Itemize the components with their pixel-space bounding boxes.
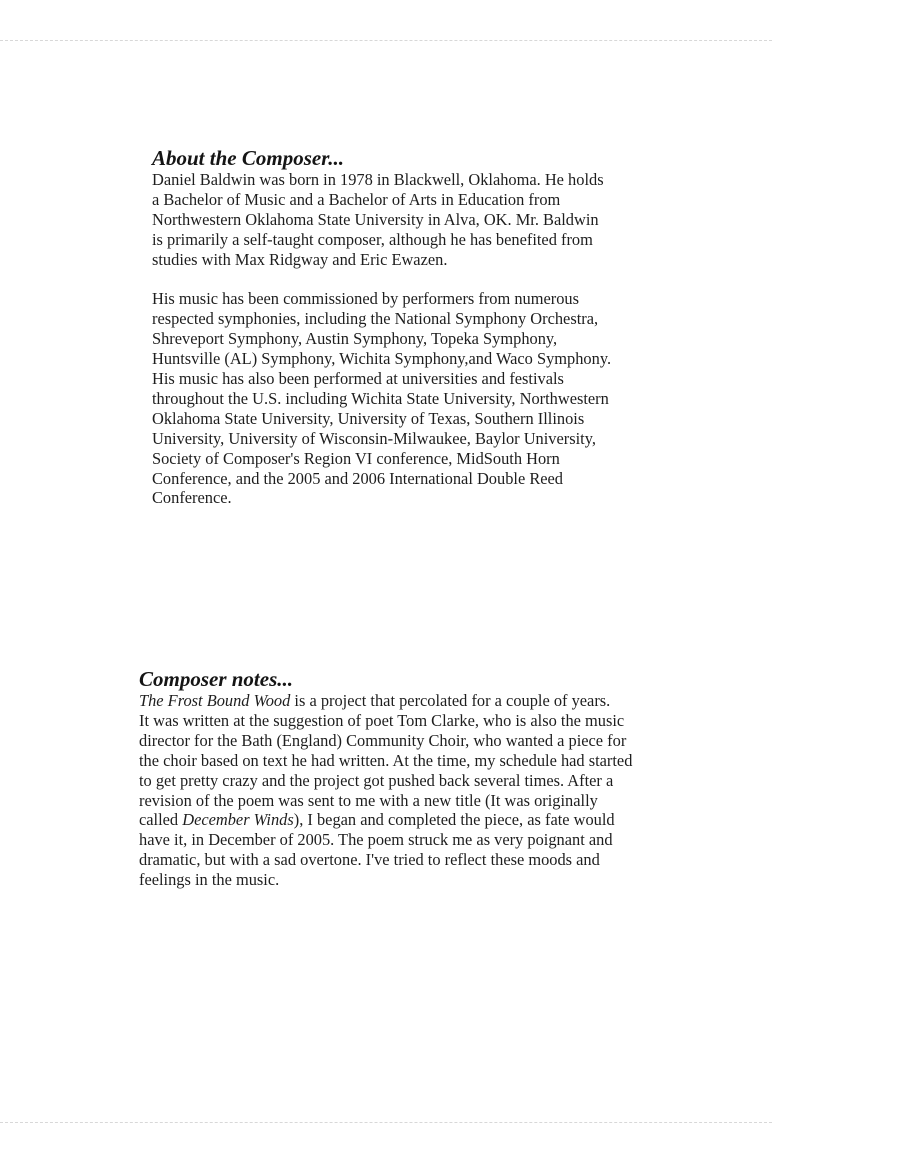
text-line: Northwestern Oklahoma State University in Alva, OK. Mr. Baldwin <box>152 209 599 229</box>
about-composer-section <box>152 146 772 508</box>
text-line: Daniel Baldwin was born in 1978 in Blackwell, Oklahoma. He holds <box>152 170 604 189</box>
text-fragment: ), I began and completed the piece, as fate would <box>293 810 615 830</box>
text-line <box>139 691 779 711</box>
text-line: studies with Max Ridgway and Eric Ewazen. <box>152 249 448 269</box>
text-line: a Bachelor of Music and a Bachelor of Arts in Education from <box>152 189 561 209</box>
text-line: respected symphonies, including the National Symphony Orchestra, <box>152 309 599 329</box>
text-line: Conference. <box>152 488 232 508</box>
page-top-edge <box>0 40 772 41</box>
about-paragraph-2 <box>152 289 772 508</box>
text-line: revision of the poem was sent to me with a new title (It was originally <box>139 790 598 810</box>
text-line: University, University of Wisconsin-Milwaukee, Baylor University, <box>152 428 596 448</box>
original-title: December Winds <box>182 810 294 830</box>
text-line: Oklahoma State University, University of Texas, Southern Illinois <box>152 408 585 428</box>
text-fragment: called <box>139 810 183 830</box>
text-line: throughout the U.S. including Wichita State University, Northwestern <box>152 388 609 408</box>
text-line: dramatic, but with a sad overtone. I've tried to reflect these moods and <box>139 850 600 870</box>
about-paragraph-1 <box>152 170 772 270</box>
text-line: have it, in December of 2005. The poem struck me as very poignant and <box>139 830 613 850</box>
text-line <box>139 810 779 830</box>
text-line: Shreveport Symphony, Austin Symphony, Topeka Symphony, <box>152 329 558 349</box>
text-line: Conference, and the 2005 and 2006 International Double Reed <box>152 468 563 488</box>
text-line: Society of Composer's Region VI conference, MidSouth Horn <box>152 448 560 468</box>
composer-notes-heading: Composer notes... <box>139 667 294 691</box>
text-line: to get pretty crazy and the project got pushed back several times. After a <box>139 770 614 790</box>
text-line: It was written at the suggestion of poet Tom Clarke, who is also the music <box>139 710 625 730</box>
text-line: is primarily a self-taught composer, although he has benefited from <box>152 229 593 249</box>
composer-notes-section <box>139 667 779 890</box>
work-title: The Frost Bound Wood <box>139 691 291 710</box>
text-line: Huntsville (AL) Symphony, Wichita Symphony,and Waco Symphony. <box>152 349 612 369</box>
notes-paragraph <box>139 691 779 890</box>
text-fragment: is a project that percolated for a couple of years. <box>290 691 611 710</box>
text-line: His music has been commissioned by performers from numerous <box>152 289 579 309</box>
text-line: director for the Bath (England) Community Choir, who wanted a piece for <box>139 730 627 750</box>
text-line: His music has also been performed at universities and festivals <box>152 369 564 389</box>
page-bottom-edge <box>0 1122 772 1123</box>
text-line: feelings in the music. <box>139 870 280 890</box>
paragraph-gap <box>152 270 772 290</box>
about-composer-heading: About the Composer... <box>152 146 344 170</box>
text-line: the choir based on text he had written. At the time, my schedule had started <box>139 750 633 770</box>
